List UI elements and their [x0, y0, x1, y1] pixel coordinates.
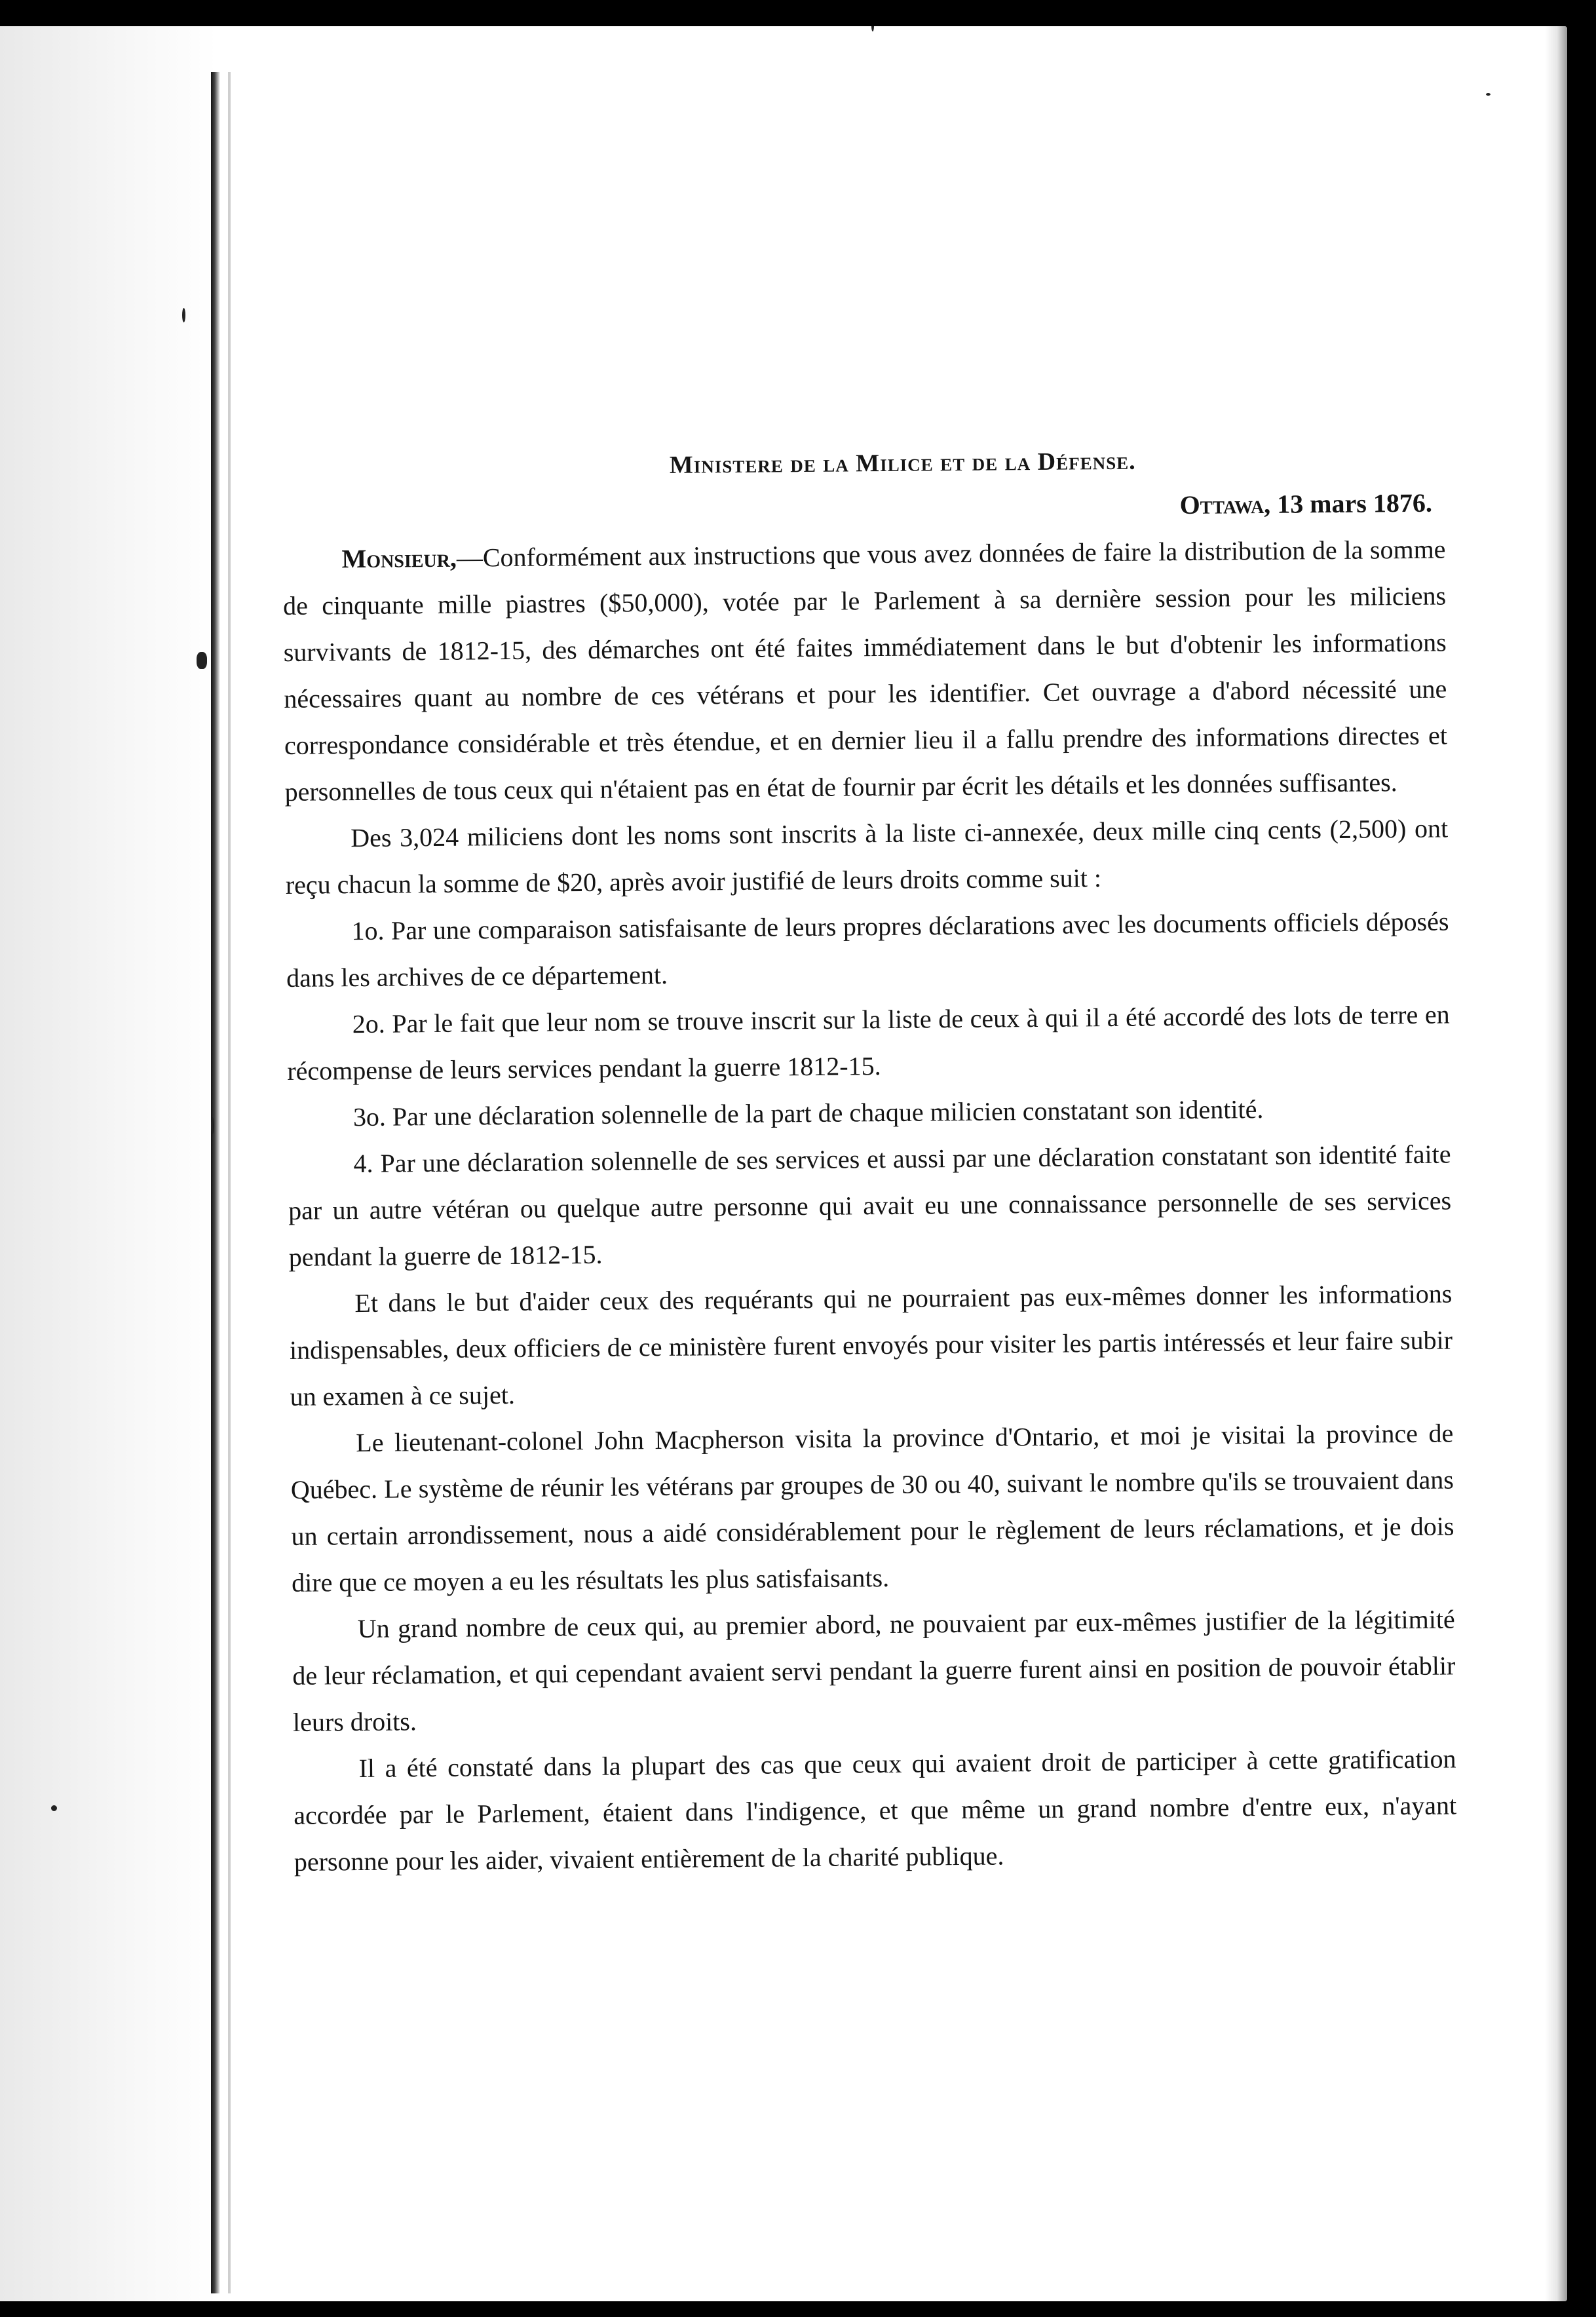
paragraph-4: 2o. Par le fait que leur nom se trouve inscrit sur la liste de ceux à qui il a été accordé des lots de terre en récompense de leurs services pendant la guerre 1812-15. — [287, 999, 1450, 1086]
letter-heading: Ministere de la Milice et de la Défense. — [669, 447, 1136, 479]
paragraph-1 — [282, 526, 1448, 815]
scan-speck — [871, 26, 874, 31]
paragraph-6: 4. Par une déclaration solennelle de ses services et aussi par une déclaration constatant son identité faite par un autre vétéran ou quelque autre personne qui avait eu une connaissance personnelle de ses services pendant la guerre de 1812-15. — [288, 1139, 1452, 1272]
letter-body — [282, 436, 1459, 2123]
dateline-date: 13 mars 1876. — [1276, 488, 1433, 519]
scan-speck — [51, 1805, 57, 1811]
binding-gutter-inner — [228, 72, 231, 2293]
page-right-edge — [1545, 26, 1567, 2301]
paragraph-1-text: —Conformément aux instructions que vous avez données de faire la distribution de la somme de cinquante mille piastres ($50,000), votée par le Parlement à sa dernière session pour les miliciens survivants de 1812-15, des démarches ont été faites immédiatement dans le but d'obtenir les informations nécessaires quant au nombre de ces vétérans et pour les identifier. Cet ouvrage a d'abord nécessité une correspondance considérable et très étendue, et en dernier lieu il a fallu prendre des informations directes et personnelles de tous ceux qui n'étaient pas en état de fournir par écrit les détails et les données suffisantes. — [282, 534, 1448, 807]
paragraph-2: Des 3,024 miliciens dont les noms sont inscrits à la liste ci-annexée, deux mille cinq cents (2,500) ont reçu chacun la somme de $20, après avoir justifié de leurs droits comme suit : — [285, 813, 1449, 900]
paragraph-9: Un grand nombre de ceux qui, au premier abord, ne pouvaient par eux-mêmes justifier de la légitimité de leur réclamation, et qui cependant avaient servi pendant la guerre furent ainsi en position de pouvoir établir leurs droits. — [292, 1604, 1456, 1737]
binding-gutter — [211, 72, 220, 2293]
spine-shadow — [0, 26, 216, 2301]
paragraph-3: 1o. Par une comparaison satisfaisante de leurs propres déclarations avec les documents officiels déposés dans les archives de ce département. — [286, 906, 1449, 993]
paragraph-8: Le lieutenant-colonel John Macpherson visita la province d'Ontario, et moi je visitai la province de Québec. Le système de réunir les vétérans par groupes de 30 ou 40, suivant le nombre qu'ils se trouvaient dans un certain arrondissement, nous a aidé considérablement pour le règlement de leurs réclamations, et je dois dire que ce moyen a eu les résultats les plus satisfaisants. — [290, 1418, 1454, 1598]
scanned-page — [0, 26, 1567, 2301]
paragraph-5: 3o. Par une déclaration solennelle de la part de chaque milicien constatant son identité. — [352, 1094, 1264, 1132]
salutation: Monsieur, — [341, 543, 457, 574]
paragraph-10: Il a été constaté dans la plupart des cas que ceux qui avaient droit de participer à cette gratification accordée par le Parlement, étaient dans l'indigence, et que même un grand nombre d'entre eux, n'ayant personne pour les aider, vivaient entièrement de la charité publique. — [294, 1744, 1457, 1877]
scan-speck — [211, 1117, 214, 1134]
scan-speck — [1486, 93, 1491, 96]
scan-speck — [182, 308, 185, 322]
paragraph-7: Et dans le but d'aider ceux des requérants qui ne pourraient pas eux-mêmes donner les informations indispensables, deux officiers de ce ministère furent envoyés pour visiter les partis intéressés et leur faire subir un examen à ce sujet. — [289, 1278, 1453, 1411]
dateline-place: Ottawa, — [1179, 489, 1271, 520]
scan-speck — [197, 652, 207, 669]
